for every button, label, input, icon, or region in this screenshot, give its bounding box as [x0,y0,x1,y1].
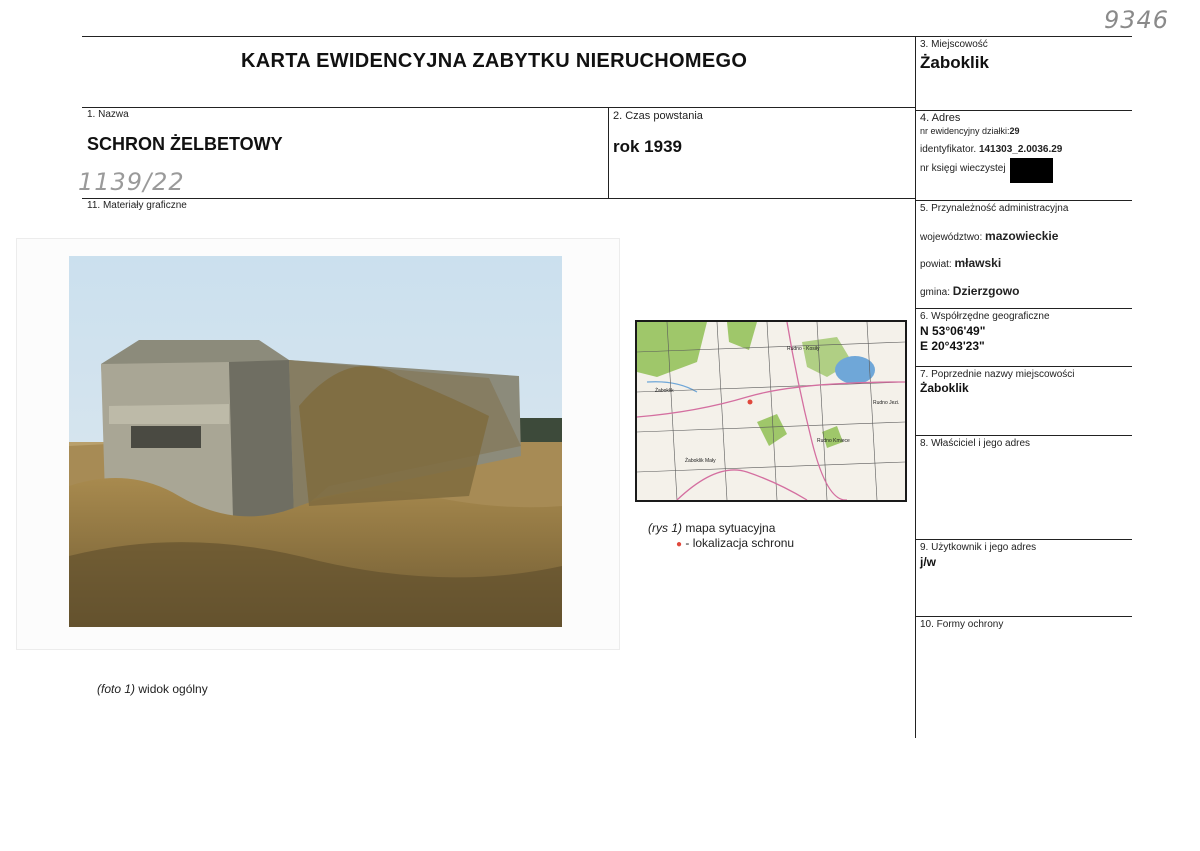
handwritten-number: 9346 [1104,6,1170,34]
coords-north: N 53°06'49" [920,324,986,338]
photo-caption: (foto 1) widok ogólny [97,682,208,696]
page-title: KARTA EWIDENCYJNA ZABYTKU NIERUCHOMEGO [241,50,748,72]
row1-right-rule [916,110,1132,111]
right-column-rule [915,36,916,738]
protection-label: 10. Formy ochrony [920,619,1004,630]
map-caption: (rys 1) mapa sytuacyjna [648,521,776,535]
handwritten-reference: 1139/22 [78,168,185,196]
date-label: 2. Czas powstania [613,110,703,122]
date-value: rok 1939 [613,137,682,156]
address-label: 4. Adres [920,112,961,124]
map-legend: ● - lokalizacja schronu [676,536,795,550]
voivodeship: województwo: mazowieckie [920,229,1059,243]
map-label-rudno-jez: Rudno Jezi. [873,400,900,406]
date-column-rule [608,107,609,198]
row1-rule [82,107,915,108]
map-label-rudno-kosily: Rudno - Kosiły [787,346,820,352]
map-label-zaboklik: Żaboklik [655,388,674,394]
bunker-photo-illustration [69,256,562,627]
coords-east: E 20°43'23" [920,339,985,353]
map-illustration [637,322,905,500]
row2-right-rule [916,200,1132,201]
redaction-box [1010,158,1053,183]
owner-label: 8. Właściciel i jego adres [920,438,1031,449]
coords-rule [916,366,1132,367]
row2-rule [82,198,915,199]
name-value: SCHRON ŻELBETOWY [87,134,283,154]
admin-rule [916,308,1132,309]
locality-label: 3. Miejscowość [920,39,988,50]
situational-map [635,320,907,502]
name-label: 1. Nazwa [87,109,129,120]
locality-value: Żaboklik [920,53,989,72]
bunker-photo [69,256,562,627]
user-label: 9. Użytkownik i jego adres [920,542,1037,553]
former-names-value: Żaboklik [920,381,969,395]
former-names-rule [916,435,1132,436]
coords-label: 6. Współrzędne geograficzne [920,311,1050,322]
identifier: identyfikator. 141303_2.0036.29 [920,144,1063,155]
plot-number: nr ewidencyjny działki:29 [920,126,1020,136]
user-value: j/w [920,555,937,569]
user-rule [916,616,1132,617]
former-names-label: 7. Poprzednie nazwy miejscowości [920,369,1075,380]
commune: gmina: Dzierzgowo [920,284,1020,298]
land-register: nr księgi wieczystej [920,163,1006,174]
map-label-rudno-kmiece: Rudno Kmiece [817,438,850,444]
location-marker-icon: ● [676,539,683,550]
map-label-zaboklik-maly: Żaboklik Mały [685,458,716,464]
owner-rule [916,539,1132,540]
graphics-label: 11. Materiały graficzne [87,200,187,211]
top-rule [82,36,1132,37]
county: powiat: mławski [920,256,1002,270]
admin-label: 5. Przynależność administracyjna [920,203,1069,214]
